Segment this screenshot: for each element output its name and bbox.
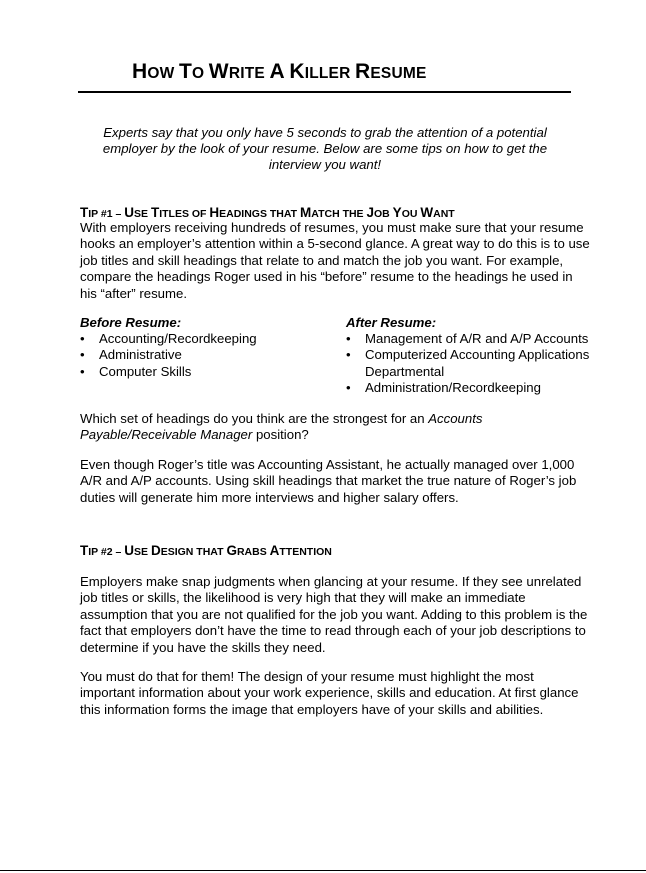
list-item: • Computerized Accounting Applications Departmental — [346, 347, 605, 380]
title-word: A — [269, 60, 285, 83]
after-resume-title: After Resume: — [346, 315, 437, 330]
title-word: RESUME — [355, 60, 427, 83]
tip1-question: Which set of headings do you think are the strongest for an Accounts Payable/Receivable Manager position? — [80, 411, 483, 443]
list-item: • Administrative — [80, 347, 320, 363]
tip2-paragraph: Employers make snap judgments when glancing at your resume. If they see unrelated job titles or skills, the likelihood is very high that they will make an immediate assumption that you are not qualified for the job you want. Adding to this problem is the fact that employers don’t have the time to read through each of your job descriptions to determine if you have the skills they need. — [80, 574, 588, 655]
tip1-paragraph-2: Even though Roger’s title was Accounting Assistant, he actually managed over 1,000 A/R and A/P accounts. Using skill headings that market the true nature of Roger’s job duties will generate him more interviews and higher salary offers. — [80, 457, 577, 505]
list-item: • Administration/Recordkeeping — [346, 380, 616, 396]
tip2-heading: TIP #2 – USE DESIGN THAT GRABS ATTENTION — [80, 543, 332, 558]
title-word: KILLER — [289, 60, 351, 83]
after-resume-list — [346, 331, 616, 397]
list-item: • Accounting/Recordkeeping — [80, 331, 320, 347]
list-item: • Management of A/R and A/P Accounts — [346, 331, 616, 347]
title-word: TO — [178, 60, 205, 83]
intro-text: Experts say that you only have 5 seconds to grab the attention of a potential employer by the look of your resume. Below are some tips on how to get the interview you want! — [102, 125, 548, 172]
title-word: HOW — [132, 60, 175, 83]
tip1-heading: TIP #1 – USE TITLES OF HEADINGS THAT MATCH THE JOB YOU WANT — [80, 205, 455, 220]
page-title — [132, 60, 522, 84]
before-resume-title: Before Resume: — [80, 315, 182, 330]
tip1-paragraph: With employers receiving hundreds of resumes, you must make sure that your resume hooks an employer’s attention within a 5-second glance. A great way to do this is to use job titles and skill headings that relate to and match the job you want. For example, compare the headings Roger used in his “before” resume to the headings he used in his “after” resume. — [80, 220, 590, 301]
title-underline — [78, 91, 571, 93]
list-item: • Computer Skills — [80, 364, 320, 380]
page-bottom-divider — [0, 870, 646, 871]
tip2-paragraph-2: You must do that for them! The design of your resume must highlight the most important information about your work experience, skills and education. At first glance this information forms the image that employers have of your skills and abilities. — [80, 669, 579, 717]
before-resume-list — [80, 331, 320, 380]
title-word: WRITE — [208, 60, 265, 83]
